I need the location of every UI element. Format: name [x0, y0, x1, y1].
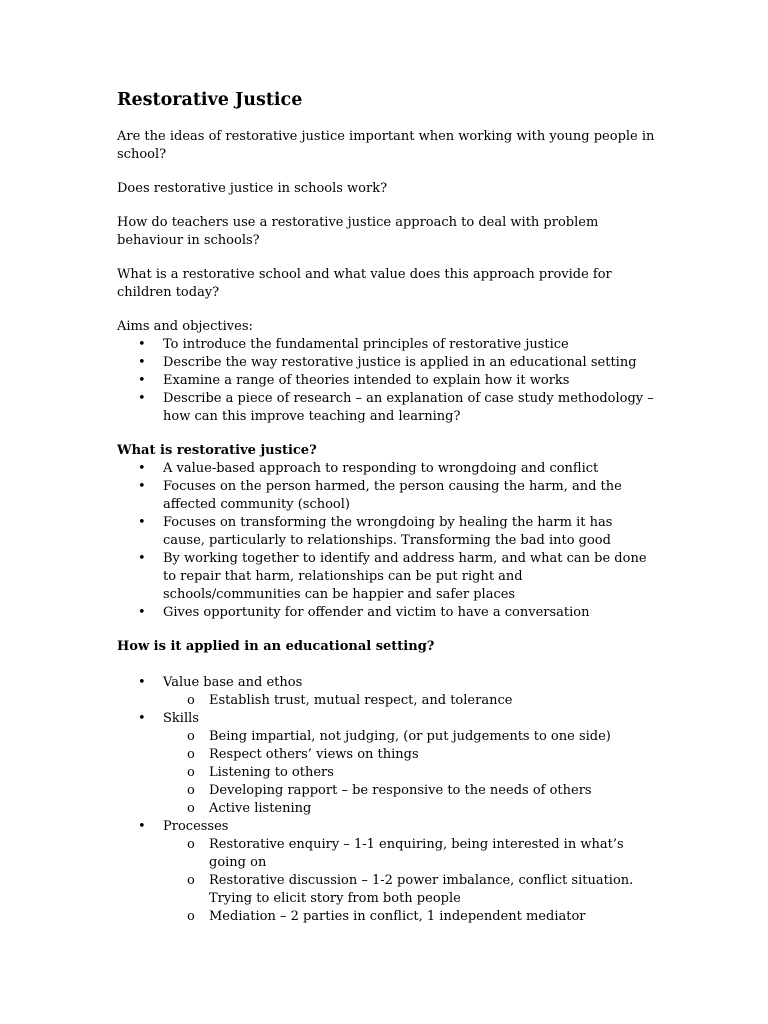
list-item: • A value-based approach to responding to wrongdoing and conflict — [117, 460, 657, 478]
list-item: • Describe a piece of research – an explanation of case study methodology – how can this improve teaching and learning? — [117, 390, 657, 426]
list-item: • Gives opportunity for offender and victim to have a conversation — [117, 604, 657, 622]
section-heading: How is it applied in an educational setting? — [117, 639, 435, 654]
aims-label: Aims and objectives: — [117, 319, 253, 334]
intro-question: What is a restorative school and what value does this approach provide for children today? — [117, 267, 612, 300]
sub-list-item: o Listening to others — [163, 764, 657, 782]
list-item: • To introduce the fundamental principles of restorative justice — [117, 336, 657, 354]
group-label: Processes — [163, 819, 229, 834]
sub-list-item: o Being impartial, not judging, (or put judgements to one side) — [163, 728, 657, 746]
list-item: • Describe the way restorative justice is applied in an educational setting — [117, 354, 657, 372]
sub-list — [163, 692, 657, 710]
list-item — [117, 710, 657, 818]
sub-list-item: o Developing rapport – be responsive to the needs of others — [163, 782, 657, 800]
applied-section — [117, 638, 657, 926]
sub-list-item: o Active listening — [163, 800, 657, 818]
intro-question: Does restorative justice in schools work? — [117, 181, 388, 196]
list-item: • By working together to identify and address harm, and what can be done to repair that harm, relationships can be put right and schools/communities can be happier and safer places — [117, 550, 657, 604]
page-title: Restorative Justice — [117, 90, 303, 110]
applied-list — [117, 674, 657, 926]
sub-list-item: o Restorative enquiry – 1-1 enquiring, being interested in what’s going on — [163, 836, 657, 872]
what-is-section — [117, 442, 657, 622]
sub-list-item: o Restorative discussion – 1-2 power imbalance, conflict situation. Trying to elicit story from both people — [163, 872, 657, 908]
sub-list-item: o Respect others’ views on things — [163, 746, 657, 764]
sub-list-item: o Establish trust, mutual respect, and tolerance — [163, 692, 657, 710]
document-page — [117, 88, 657, 926]
list-item — [117, 818, 657, 926]
intro-question: How do teachers use a restorative justice approach to deal with problem behaviour in schools? — [117, 215, 599, 248]
aims-list — [117, 336, 657, 426]
list-item — [117, 674, 657, 710]
sub-list — [163, 728, 657, 818]
group-label: Skills — [163, 711, 199, 726]
list-item: • Focuses on the person harmed, the person causing the harm, and the affected community (school) — [117, 478, 657, 514]
what-is-list — [117, 460, 657, 622]
aims-section — [117, 318, 657, 426]
intro-question: Are the ideas of restorative justice important when working with young people in school? — [117, 129, 655, 162]
list-item: • Examine a range of theories intended to explain how it works — [117, 372, 657, 390]
list-item: • Focuses on transforming the wrongdoing by healing the harm it has cause, particularly to relationships. Transforming the bad into good — [117, 514, 657, 550]
section-heading: What is restorative justice? — [117, 443, 317, 458]
sub-list-item: o Mediation – 2 parties in conflict, 1 independent mediator — [163, 908, 657, 926]
group-label: Value base and ethos — [163, 675, 303, 690]
sub-list — [163, 836, 657, 926]
